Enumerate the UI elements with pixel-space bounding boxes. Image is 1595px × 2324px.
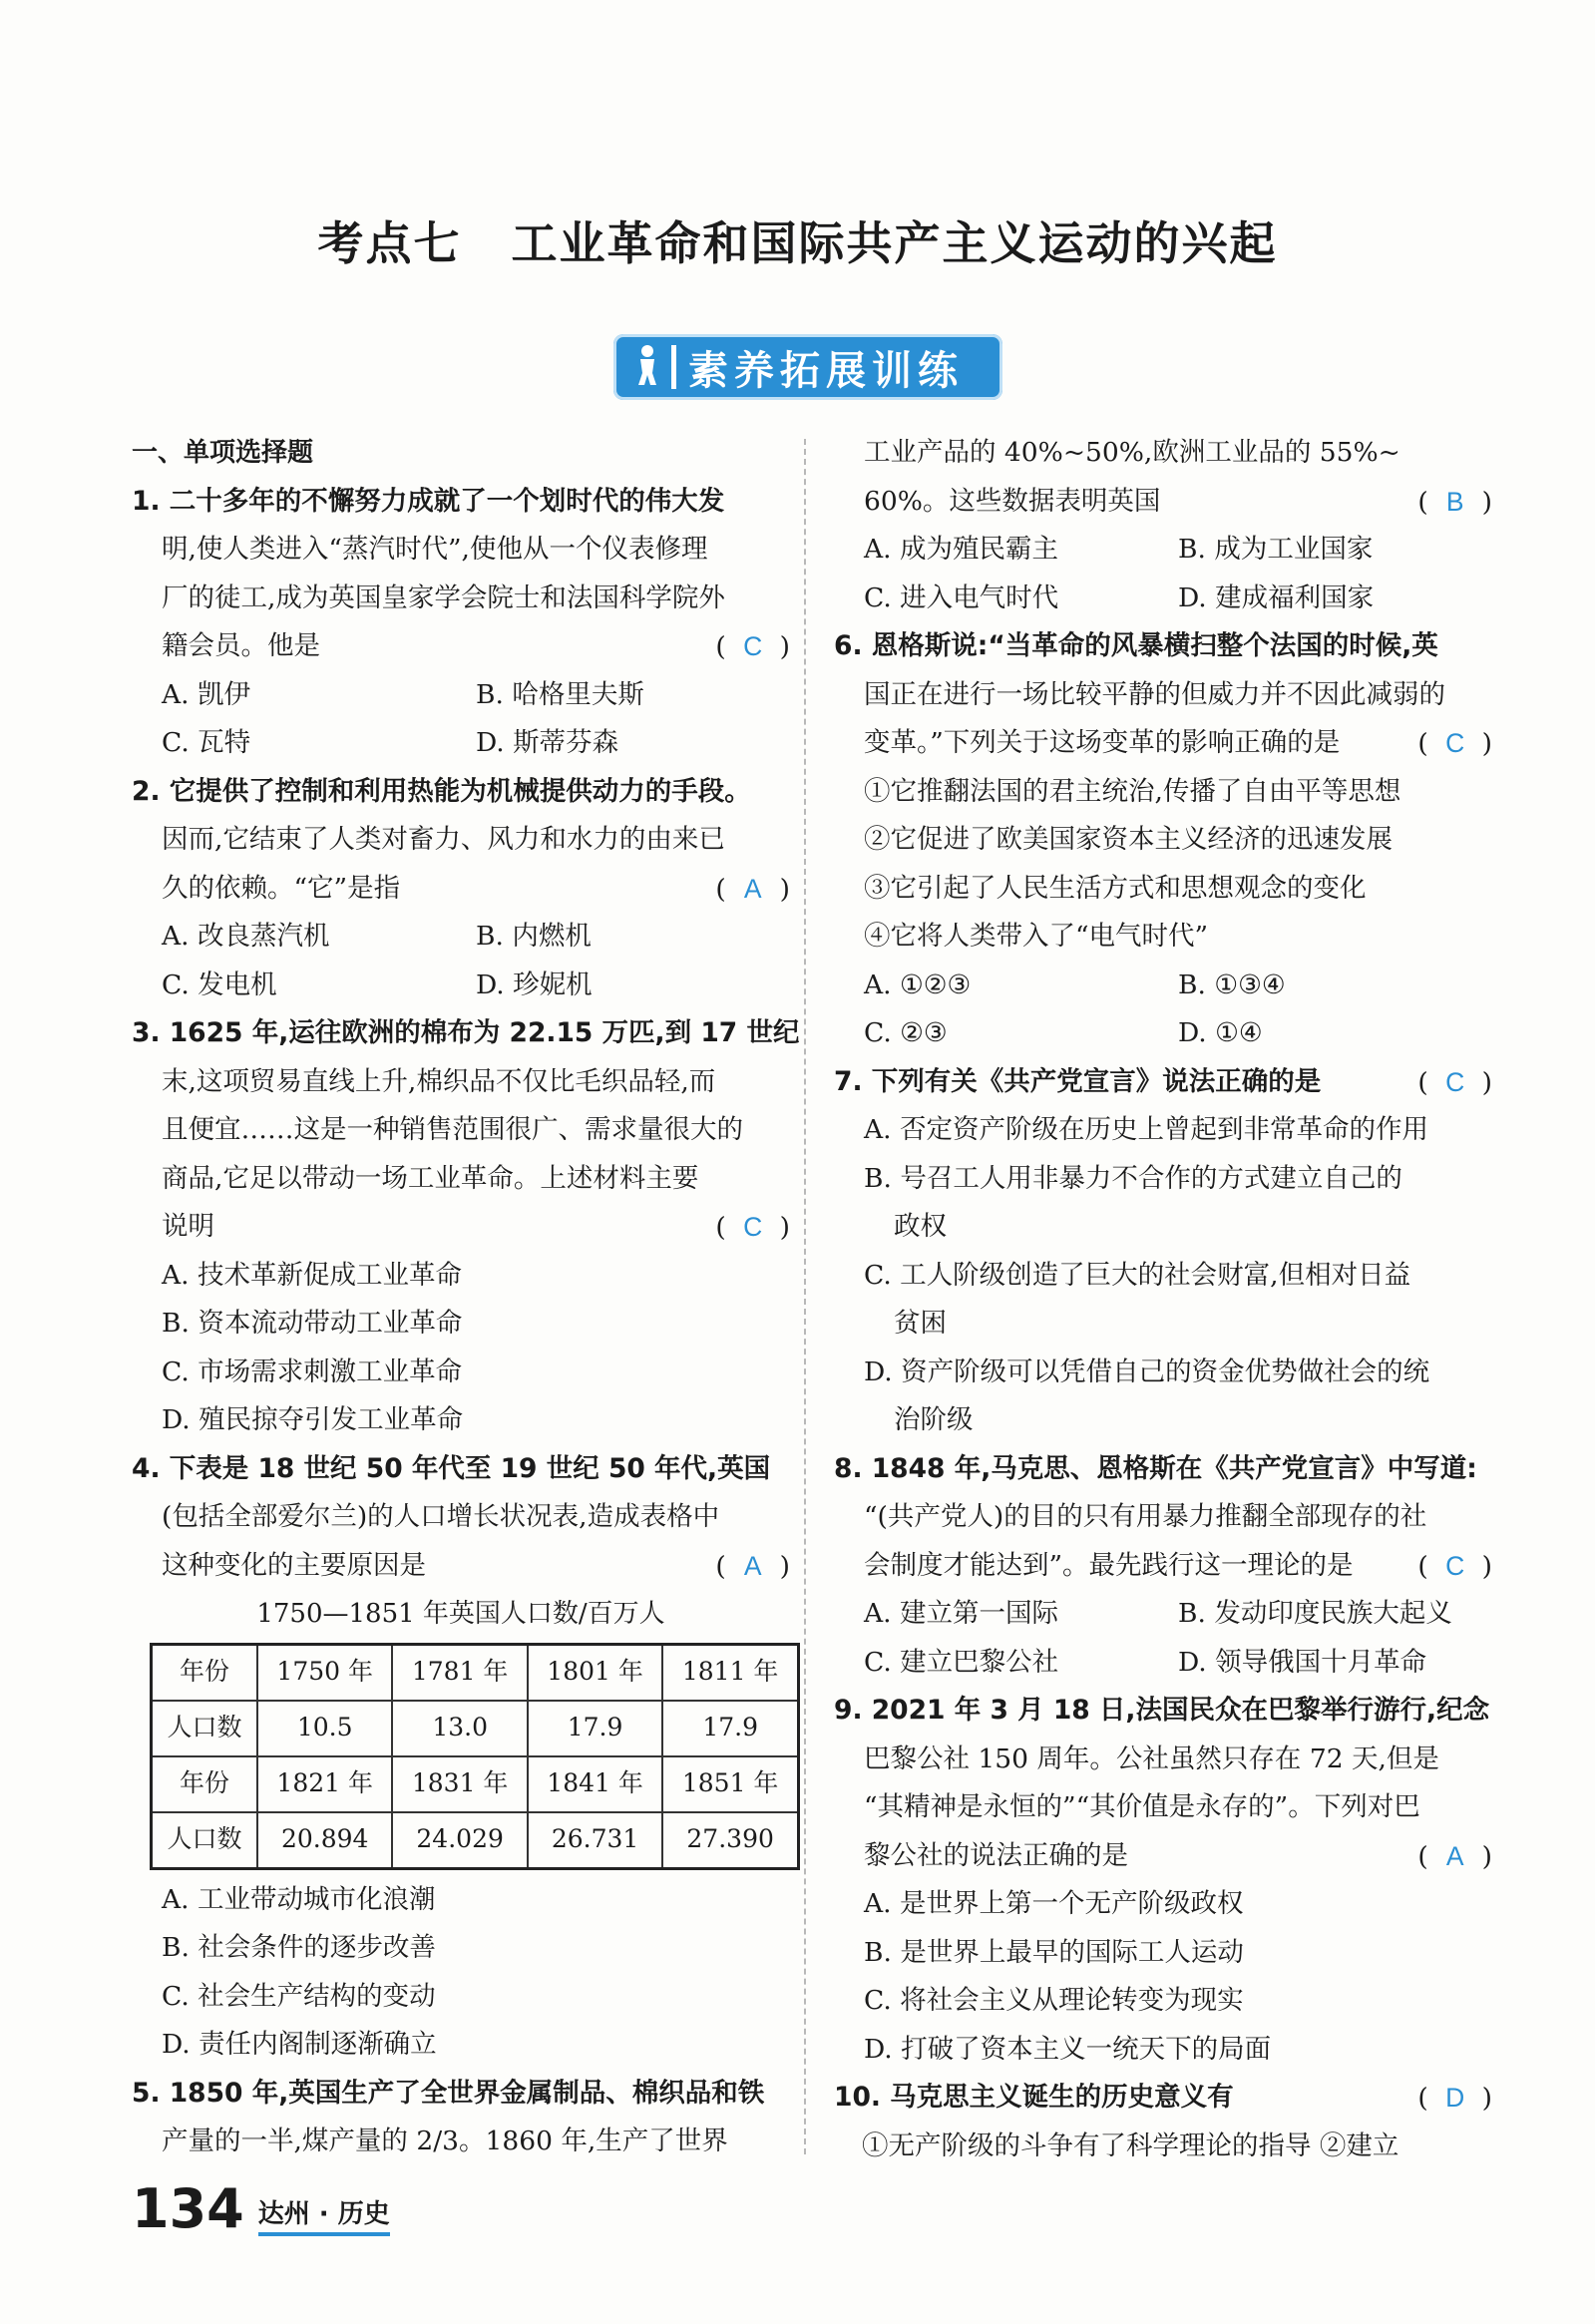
question-text: 因而,它结束了人类对畜力、风力和水力的由来已 bbox=[162, 824, 725, 855]
question-7 bbox=[834, 1058, 1492, 1445]
question-text: 8. 1848 年,马克思、恩格斯在《共产党宣言》中写道: bbox=[834, 1452, 1477, 1484]
option: C. 将社会主义从理论转变为现实 bbox=[864, 1985, 1244, 2016]
answer-bracket: ( C ) bbox=[1417, 1542, 1492, 1592]
question-2 bbox=[132, 768, 790, 1010]
option: C. 市场需求刺激工业革命 bbox=[162, 1356, 463, 1387]
table-cell: 26.731 bbox=[528, 1812, 662, 1869]
question-text: 产量的一半,煤产量的 2/3。1860 年,生产了世界 bbox=[162, 2126, 728, 2156]
right-column bbox=[834, 429, 1492, 2170]
question-text: 且便宜……这是一种销售范围很广、需求量很大的 bbox=[162, 1114, 743, 1145]
question-text: 会制度才能达到”。最先践行这一理论的是 bbox=[864, 1549, 1354, 1581]
option: A. 凯伊 bbox=[162, 678, 250, 710]
option: B. ①③④ bbox=[1178, 968, 1286, 1000]
table-cell: 人口数 bbox=[152, 1701, 258, 1756]
table-cell: 1781 年 bbox=[392, 1644, 527, 1701]
page-number: 134 bbox=[132, 2177, 244, 2240]
banner-divider bbox=[671, 345, 676, 389]
question-text: 末,这项贸易直线上升,棉织品不仅比毛织品轻,而 bbox=[162, 1065, 716, 1097]
book-name: 达州 · 历史 bbox=[258, 2193, 390, 2236]
question-text: 工业产品的 40%~50%,欧洲工业品的 55%~ bbox=[864, 437, 1400, 468]
option: D. 责任内阁制逐渐确立 bbox=[162, 2029, 437, 2060]
option: D. 斯蒂芬森 bbox=[476, 727, 619, 758]
option: A. 建立第一国际 bbox=[864, 1598, 1058, 1629]
answer-value: A bbox=[1445, 1840, 1464, 1871]
option: B. 社会条件的逐步改善 bbox=[162, 1932, 436, 1963]
option: C. 发电机 bbox=[162, 968, 277, 1000]
question-text: (包括全部爱尔兰)的人口增长状况表,造成表格中 bbox=[162, 1501, 720, 1532]
table-cell: 13.0 bbox=[392, 1701, 527, 1756]
population-table bbox=[150, 1643, 800, 1870]
answer-value: C bbox=[743, 1212, 763, 1242]
option: A. 成为殖民霸主 bbox=[864, 534, 1058, 565]
option: C. 进入电气时代 bbox=[864, 581, 1059, 613]
question-text: 10. 马克思主义诞生的历史意义有 bbox=[834, 2082, 1234, 2113]
option: B. 号召工人用非暴力不合作的方式建立自己的 bbox=[864, 1162, 1402, 1194]
table-cell: 年份 bbox=[152, 1756, 258, 1812]
title-part2: 工业革命和国际共产主义运动的兴起 bbox=[511, 216, 1278, 270]
option: D. 资产阶级可以凭借自己的资金优势做社会的统 bbox=[864, 1356, 1430, 1387]
table-cell: 1801 年 bbox=[528, 1644, 662, 1701]
question-text: 商品,它足以带动一场工业革命。上述材料主要 bbox=[162, 1162, 699, 1194]
option: B. 资本流动带动工业革命 bbox=[162, 1308, 463, 1339]
answer-value: A bbox=[743, 1550, 762, 1581]
section-banner bbox=[613, 334, 1002, 400]
banner-text: 素养拓展训练 bbox=[688, 347, 964, 394]
question-text: ①无产阶级的斗争有了科学理论的指导 ②建立 bbox=[862, 2130, 1399, 2161]
question-text: “(共产党人)的目的只有用暴力推翻全部现存的社 bbox=[864, 1501, 1427, 1532]
table-cell: 人口数 bbox=[152, 1812, 258, 1869]
table-cell: 17.9 bbox=[528, 1701, 662, 1756]
table-cell: 1811 年 bbox=[662, 1644, 798, 1701]
answer-value: C bbox=[1445, 728, 1465, 758]
option: C. 建立巴黎公社 bbox=[864, 1646, 1059, 1678]
answer-value: C bbox=[1445, 1550, 1465, 1581]
table-cell: 1851 年 bbox=[662, 1756, 798, 1812]
question-text: 7. 下列有关《共产党宣言》说法正确的是 bbox=[834, 1065, 1322, 1097]
option: D. 殖民掠夺引发工业革命 bbox=[162, 1404, 464, 1435]
question-text: 国正在进行一场比较平静的但威力并不因此减弱的 bbox=[864, 678, 1445, 710]
answer-bracket: ( A ) bbox=[715, 865, 790, 915]
table-row bbox=[152, 1701, 799, 1756]
option: C. 社会生产结构的变动 bbox=[162, 1980, 436, 2012]
question-text: 久的依赖。“它”是指 bbox=[162, 872, 401, 904]
option: A. 改良蒸汽机 bbox=[162, 921, 330, 952]
table-cell: 24.029 bbox=[392, 1812, 527, 1869]
question-text: 籍会员。他是 bbox=[162, 630, 320, 661]
option: 贫困 bbox=[894, 1308, 947, 1339]
table-cell: 27.390 bbox=[662, 1812, 798, 1869]
answer-bracket: ( C ) bbox=[1417, 719, 1492, 769]
option: A. 是世界上第一个无产阶级政权 bbox=[864, 1888, 1244, 1919]
table-cell: 年份 bbox=[152, 1644, 258, 1701]
answer-bracket: ( B ) bbox=[1417, 478, 1492, 528]
answer-bracket: ( C ) bbox=[715, 1203, 790, 1253]
table-cell: 20.894 bbox=[257, 1812, 392, 1869]
question-text: 说明 bbox=[162, 1211, 214, 1242]
question-text: 这种变化的主要原因是 bbox=[162, 1549, 426, 1581]
person-icon bbox=[627, 343, 667, 391]
question-text: 巴黎公社 150 周年。公社虽然只存在 72 天,但是 bbox=[864, 1743, 1439, 1774]
table-cell: 1841 年 bbox=[528, 1756, 662, 1812]
question-text: 3. 1625 年,运往欧洲的棉布为 22.15 万匹,到 17 世纪 bbox=[132, 1017, 800, 1048]
question-text: 黎公社的说法正确的是 bbox=[864, 1839, 1128, 1871]
question-5-continued bbox=[834, 429, 1492, 622]
question-text: 4. 下表是 18 世纪 50 年代至 19 世纪 50 年代,英国 bbox=[132, 1452, 771, 1484]
statement-item: ①它推翻法国的君主统治,传播了自由平等思想 bbox=[864, 775, 1401, 807]
option: B. 发动印度民族大起义 bbox=[1178, 1598, 1452, 1629]
page-footer bbox=[132, 2177, 390, 2240]
table-cell: 1750 年 bbox=[257, 1644, 392, 1701]
question-4 bbox=[132, 1445, 790, 2070]
option: D. 建成福利国家 bbox=[1178, 581, 1375, 613]
question-text: “其精神是永恒的”“其价值是永存的”。下列对巴 bbox=[864, 1791, 1420, 1822]
option: 治阶级 bbox=[894, 1404, 974, 1435]
question-text: 明,使人类进入“蒸汽时代”,使他从一个仪表修理 bbox=[162, 534, 708, 565]
answer-value: D bbox=[1445, 2083, 1465, 2113]
option: 政权 bbox=[894, 1211, 947, 1242]
answer-value: B bbox=[1445, 486, 1464, 517]
question-5 bbox=[132, 2070, 790, 2166]
answer-bracket: ( C ) bbox=[1417, 1058, 1492, 1108]
option: A. ①②③ bbox=[864, 968, 972, 1000]
table-cell: 10.5 bbox=[257, 1701, 392, 1756]
question-10 bbox=[834, 2074, 1492, 2170]
answer-bracket: ( C ) bbox=[715, 622, 790, 672]
option: B. 是世界上最早的国际工人运动 bbox=[864, 1936, 1244, 1968]
title-part1: 考点七 bbox=[317, 216, 462, 270]
page-title bbox=[0, 207, 1595, 273]
option: A. 技术革新促成工业革命 bbox=[162, 1259, 462, 1291]
section-heading: 一、单项选择题 bbox=[132, 438, 314, 468]
question-6 bbox=[834, 622, 1492, 1058]
option: D. 打破了资本主义一统天下的局面 bbox=[864, 2033, 1272, 2065]
option: B. 成为工业国家 bbox=[1178, 534, 1374, 565]
answer-value: C bbox=[743, 631, 763, 661]
answer-value: C bbox=[1445, 1066, 1465, 1097]
table-row bbox=[152, 1756, 799, 1812]
answer-bracket: ( A ) bbox=[715, 1542, 790, 1592]
question-text: 2. 它提供了控制和利用热能为机械提供动力的手段。 bbox=[132, 775, 751, 807]
left-column bbox=[132, 429, 800, 2166]
question-text: 1. 二十多年的不懈努力成就了一个划时代的伟大发 bbox=[132, 485, 725, 517]
table-cell: 1821 年 bbox=[257, 1756, 392, 1812]
option: C. 工人阶级创造了巨大的社会财富,但相对日益 bbox=[864, 1259, 1411, 1291]
option: C. 瓦特 bbox=[162, 727, 251, 758]
answer-value: A bbox=[743, 873, 762, 904]
question-text: 60%。这些数据表明英国 bbox=[864, 485, 1161, 517]
option: C. ②③ bbox=[864, 1017, 948, 1048]
option: A. 工业带动城市化浪潮 bbox=[162, 1883, 436, 1915]
statement-item: ④它将人类带入了“电气时代” bbox=[864, 921, 1209, 952]
option: D. 领导俄国十月革命 bbox=[1178, 1646, 1427, 1678]
answer-bracket: ( A ) bbox=[1417, 1832, 1492, 1882]
column-divider bbox=[804, 439, 806, 2154]
question-8 bbox=[834, 1445, 1492, 1688]
statement-item: ③它引起了人民生活方式和思想观念的变化 bbox=[864, 872, 1367, 904]
option: B. 内燃机 bbox=[476, 921, 592, 952]
question-9 bbox=[834, 1687, 1492, 2074]
table-cell: 1831 年 bbox=[392, 1756, 527, 1812]
question-text: 厂的徒工,成为英国皇家学会院士和法国科学院外 bbox=[162, 581, 725, 613]
option: B. 哈格里夫斯 bbox=[476, 678, 644, 710]
answer-bracket: ( D ) bbox=[1417, 2074, 1492, 2124]
question-text: 6. 恩格斯说:“当革命的风暴横扫整个法国的时候,英 bbox=[834, 630, 1438, 661]
question-1 bbox=[132, 478, 790, 768]
table-cell: 17.9 bbox=[662, 1701, 798, 1756]
table-row bbox=[152, 1644, 799, 1701]
question-text: 5. 1850 年,英国生产了全世界金属制品、棉织品和铁 bbox=[132, 2077, 765, 2109]
question-text: 9. 2021 年 3 月 18 日,法国民众在巴黎举行游行,纪念 bbox=[834, 1695, 1490, 1726]
option: A. 否定资产阶级在历史上曾起到非常革命的作用 bbox=[864, 1114, 1428, 1145]
question-3 bbox=[132, 1009, 800, 1445]
statement-item: ②它促进了欧美国家资本主义经济的迅速发展 bbox=[864, 824, 1393, 855]
table-row bbox=[152, 1812, 799, 1869]
option: D. 珍妮机 bbox=[476, 968, 593, 1000]
table-caption: 1750—1851 年英国人口数/百万人 bbox=[256, 1599, 665, 1629]
question-text: 变革。”下列关于这场变革的影响正确的是 bbox=[864, 727, 1341, 758]
option: D. ①④ bbox=[1178, 1017, 1263, 1048]
